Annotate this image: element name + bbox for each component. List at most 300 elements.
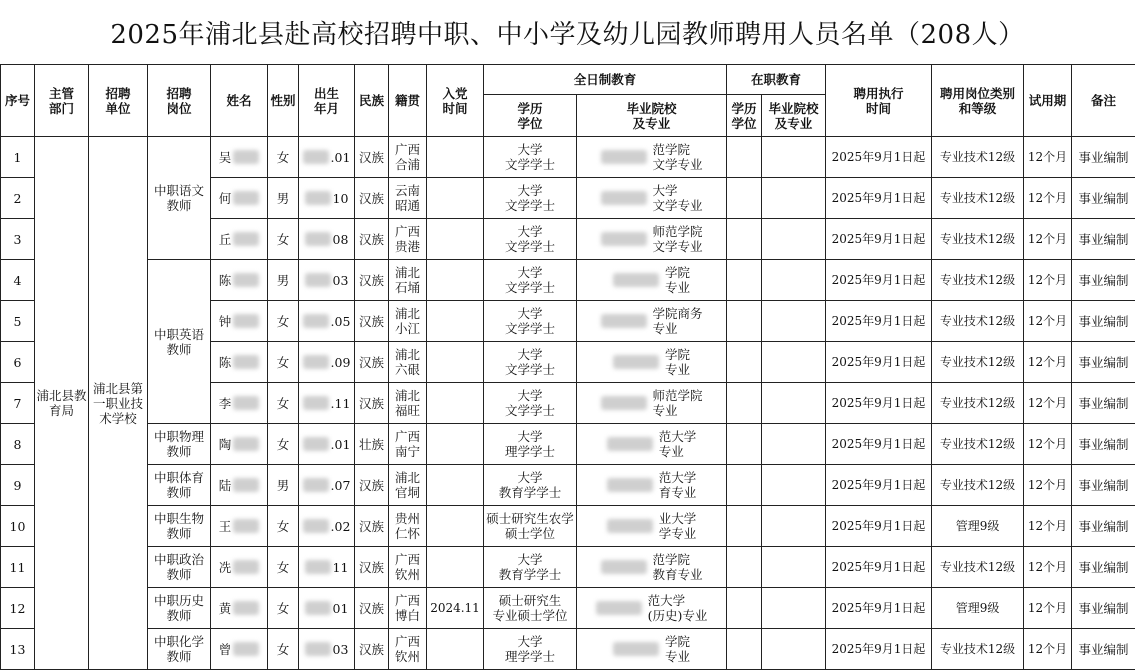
cell-seq: 6 [1, 342, 35, 383]
cell-origin: 贵州 仁怀 [389, 506, 427, 547]
redaction-blur [305, 191, 331, 205]
cell-inservice-degree [727, 588, 762, 629]
cell-exec-time: 2025年9月1日起 [826, 178, 932, 219]
cell-birth [299, 137, 355, 178]
cell-birth [299, 588, 355, 629]
cell-degree: 硕士研究生农学 硕士学位 [484, 506, 577, 547]
cell-post: 中职政治 教师 [148, 547, 211, 588]
redaction-blur [613, 355, 659, 369]
cell-party: 2024.11 [427, 588, 484, 629]
redaction-blur [305, 232, 331, 246]
cell-origin: 广西 博白 [389, 588, 427, 629]
cell-probation: 12个月 [1024, 588, 1072, 629]
cell-seq: 12 [1, 588, 35, 629]
header-exec-time: 聘用执行 时间 [826, 65, 932, 137]
cell-school: 范大学 (历史)专业 [577, 588, 727, 629]
cell-exec-time: 2025年9月1日起 [826, 383, 932, 424]
cell-post: 中职生物 教师 [148, 506, 211, 547]
birth-suffix: 08 [332, 231, 349, 247]
cell-gender: 女 [268, 383, 299, 424]
cell-origin: 浦北 小江 [389, 301, 427, 342]
redaction-blur [233, 396, 259, 410]
cell-birth [299, 424, 355, 465]
cell-remark: 事业编制 [1072, 342, 1135, 383]
redaction-blur [305, 601, 331, 615]
cell-school: 学院商务 专业 [577, 301, 727, 342]
table-row [1, 588, 1135, 629]
cell-seq: 9 [1, 465, 35, 506]
cell-seq: 3 [1, 219, 35, 260]
cell-level: 专业技术12级 [932, 342, 1024, 383]
cell-degree: 硕士研究生 专业硕士学位 [484, 588, 577, 629]
cell-exec-time: 2025年9月1日起 [826, 424, 932, 465]
name-prefix: 黄 [218, 600, 232, 616]
cell-school: 大学 文学专业 [577, 178, 727, 219]
cell-gender: 女 [268, 137, 299, 178]
name-prefix: 陈 [218, 272, 232, 288]
cell-probation: 12个月 [1024, 137, 1072, 178]
header-party: 入党 时间 [427, 65, 484, 137]
cell-probation: 12个月 [1024, 465, 1072, 506]
cell-degree: 大学 文学学士 [484, 260, 577, 301]
redaction-blur [303, 437, 329, 451]
name-prefix: 曾 [218, 641, 232, 657]
cell-school: 学院 专业 [577, 629, 727, 670]
header-unit: 招聘 单位 [89, 65, 148, 137]
cell-inservice-school [762, 178, 826, 219]
table-row [1, 465, 1135, 506]
cell-remark: 事业编制 [1072, 629, 1135, 670]
redaction-blur [607, 519, 653, 533]
cell-degree: 大学 理学学士 [484, 629, 577, 670]
cell-probation: 12个月 [1024, 178, 1072, 219]
redaction-blur [303, 519, 329, 533]
header-remark: 备注 [1072, 65, 1135, 137]
redaction-blur [233, 150, 259, 164]
cell-exec-time: 2025年9月1日起 [826, 219, 932, 260]
birth-suffix: .09 [330, 354, 351, 370]
cell-exec-time: 2025年9月1日起 [826, 137, 932, 178]
cell-inservice-school [762, 219, 826, 260]
redaction-blur [601, 191, 647, 205]
cell-birth [299, 301, 355, 342]
cell-name [211, 301, 268, 342]
header-fulltime-degree: 学历 学位 [484, 95, 577, 137]
cell-name [211, 465, 268, 506]
cell-name [211, 137, 268, 178]
birth-suffix: .01 [330, 436, 351, 452]
cell-level: 专业技术12级 [932, 178, 1024, 219]
table-row [1, 547, 1135, 588]
cell-ethnic: 汉族 [355, 547, 389, 588]
redaction-blur [303, 150, 329, 164]
cell-degree: 大学 文学学士 [484, 137, 577, 178]
cell-inservice-school [762, 424, 826, 465]
birth-suffix: .07 [330, 477, 351, 493]
redaction-blur [601, 150, 647, 164]
cell-ethnic: 汉族 [355, 465, 389, 506]
birth-suffix: 03 [332, 272, 349, 288]
redaction-blur [303, 478, 329, 492]
cell-party [427, 506, 484, 547]
cell-inservice-school [762, 629, 826, 670]
cell-gender: 女 [268, 301, 299, 342]
cell-party [427, 301, 484, 342]
cell-remark: 事业编制 [1072, 301, 1135, 342]
cell-probation: 12个月 [1024, 301, 1072, 342]
cell-dept: 浦北县教 育局 [35, 137, 89, 670]
cell-inservice-school [762, 506, 826, 547]
cell-school: 师范学院 专业 [577, 383, 727, 424]
name-prefix: 丘 [218, 231, 232, 247]
cell-origin: 广西 钦州 [389, 547, 427, 588]
cell-gender: 女 [268, 506, 299, 547]
redaction-blur [305, 642, 331, 656]
cell-remark: 事业编制 [1072, 424, 1135, 465]
cell-ethnic: 汉族 [355, 629, 389, 670]
cell-gender: 女 [268, 342, 299, 383]
redaction-blur [233, 601, 259, 615]
name-prefix: 王 [218, 518, 232, 534]
cell-exec-time: 2025年9月1日起 [826, 465, 932, 506]
cell-origin: 广西 贵港 [389, 219, 427, 260]
cell-school: 师范学院 文学专业 [577, 219, 727, 260]
cell-inservice-degree [727, 342, 762, 383]
header-origin: 籍贯 [389, 65, 427, 137]
cell-degree: 大学 文学学士 [484, 219, 577, 260]
redaction-blur [601, 560, 647, 574]
cell-seq: 11 [1, 547, 35, 588]
cell-gender: 男 [268, 260, 299, 301]
cell-ethnic: 汉族 [355, 383, 389, 424]
cell-origin: 云南 昭通 [389, 178, 427, 219]
cell-name [211, 219, 268, 260]
redaction-blur [596, 601, 642, 615]
cell-origin: 浦北 六硍 [389, 342, 427, 383]
cell-degree: 大学 文学学士 [484, 383, 577, 424]
birth-suffix: 01 [332, 600, 349, 616]
cell-exec-time: 2025年9月1日起 [826, 547, 932, 588]
cell-probation: 12个月 [1024, 383, 1072, 424]
cell-birth [299, 465, 355, 506]
cell-remark: 事业编制 [1072, 588, 1135, 629]
cell-degree: 大学 教育学学士 [484, 465, 577, 506]
cell-gender: 女 [268, 219, 299, 260]
cell-origin: 浦北 官垌 [389, 465, 427, 506]
cell-ethnic: 汉族 [355, 506, 389, 547]
cell-birth [299, 629, 355, 670]
cell-degree: 大学 教育学学士 [484, 547, 577, 588]
header-post: 招聘 岗位 [148, 65, 211, 137]
name-prefix: 冼 [218, 559, 232, 575]
cell-post: 中职物理 教师 [148, 424, 211, 465]
birth-suffix: .11 [330, 395, 351, 411]
redaction-blur [233, 642, 259, 656]
table-row [1, 424, 1135, 465]
cell-party [427, 219, 484, 260]
cell-inservice-school [762, 383, 826, 424]
table-row [1, 260, 1135, 301]
cell-school: 范学院 文学专业 [577, 137, 727, 178]
cell-level: 专业技术12级 [932, 629, 1024, 670]
cell-school: 学院 专业 [577, 342, 727, 383]
cell-ethnic: 汉族 [355, 137, 389, 178]
cell-seq: 13 [1, 629, 35, 670]
cell-level: 专业技术12级 [932, 383, 1024, 424]
cell-seq: 7 [1, 383, 35, 424]
header-dept: 主管 部门 [35, 65, 89, 137]
cell-inservice-school [762, 547, 826, 588]
cell-birth [299, 178, 355, 219]
cell-inservice-degree [727, 301, 762, 342]
cell-name [211, 424, 268, 465]
cell-school: 范大学 育专业 [577, 465, 727, 506]
cell-degree: 大学 文学学士 [484, 178, 577, 219]
cell-ethnic: 汉族 [355, 219, 389, 260]
name-prefix: 陆 [218, 477, 232, 493]
cell-exec-time: 2025年9月1日起 [826, 301, 932, 342]
cell-seq: 8 [1, 424, 35, 465]
cell-remark: 事业编制 [1072, 178, 1135, 219]
cell-party [427, 465, 484, 506]
cell-probation: 12个月 [1024, 629, 1072, 670]
cell-birth [299, 342, 355, 383]
cell-birth [299, 547, 355, 588]
header-inservice: 在职教育 [727, 65, 826, 95]
header-level: 聘用岗位类别 和等级 [932, 65, 1024, 137]
cell-name [211, 383, 268, 424]
table-row [1, 629, 1135, 670]
cell-birth [299, 219, 355, 260]
cell-origin: 广西 合浦 [389, 137, 427, 178]
redaction-blur [607, 478, 653, 492]
cell-party [427, 424, 484, 465]
name-prefix: 何 [218, 190, 232, 206]
header-gender: 性别 [268, 65, 299, 137]
cell-probation: 12个月 [1024, 260, 1072, 301]
redaction-blur [303, 396, 329, 410]
cell-probation: 12个月 [1024, 342, 1072, 383]
cell-level: 管理9级 [932, 588, 1024, 629]
cell-probation: 12个月 [1024, 424, 1072, 465]
cell-gender: 女 [268, 424, 299, 465]
redaction-blur [233, 355, 259, 369]
redaction-blur [305, 560, 331, 574]
header-inservice-school: 毕业院校 及专业 [762, 95, 826, 137]
cell-party [427, 629, 484, 670]
cell-degree: 大学 文学学士 [484, 301, 577, 342]
cell-school: 范学院 教育专业 [577, 547, 727, 588]
name-prefix: 吴 [218, 149, 232, 165]
birth-suffix: .05 [330, 313, 351, 329]
redaction-blur [303, 314, 329, 328]
cell-inservice-school [762, 342, 826, 383]
cell-probation: 12个月 [1024, 219, 1072, 260]
cell-inservice-school [762, 260, 826, 301]
cell-remark: 事业编制 [1072, 547, 1135, 588]
cell-inservice-degree [727, 506, 762, 547]
cell-exec-time: 2025年9月1日起 [826, 588, 932, 629]
cell-party [427, 137, 484, 178]
header-fulltime-school: 毕业院校 及专业 [577, 95, 727, 137]
cell-seq: 1 [1, 137, 35, 178]
cell-name [211, 629, 268, 670]
header-fulltime: 全日制教育 [484, 65, 727, 95]
cell-gender: 女 [268, 588, 299, 629]
cell-seq: 4 [1, 260, 35, 301]
cell-name [211, 342, 268, 383]
cell-party [427, 178, 484, 219]
cell-level: 专业技术12级 [932, 301, 1024, 342]
cell-level: 专业技术12级 [932, 465, 1024, 506]
cell-level: 专业技术12级 [932, 424, 1024, 465]
cell-remark: 事业编制 [1072, 506, 1135, 547]
cell-level: 专业技术12级 [932, 547, 1024, 588]
cell-unit: 浦北县第 一职业技 术学校 [89, 137, 148, 670]
cell-probation: 12个月 [1024, 506, 1072, 547]
birth-suffix: 11 [332, 559, 349, 575]
header-seq: 序号 [1, 65, 35, 137]
cell-remark: 事业编制 [1072, 383, 1135, 424]
cell-birth [299, 383, 355, 424]
cell-inservice-degree [727, 424, 762, 465]
cell-gender: 女 [268, 547, 299, 588]
table-row [1, 506, 1135, 547]
name-prefix: 陈 [218, 354, 232, 370]
birth-suffix: 10 [332, 190, 349, 206]
cell-ethnic: 汉族 [355, 301, 389, 342]
cell-inservice-degree [727, 178, 762, 219]
name-prefix: 李 [218, 395, 232, 411]
cell-inservice-school [762, 588, 826, 629]
cell-exec-time: 2025年9月1日起 [826, 629, 932, 670]
cell-origin: 浦北 石埇 [389, 260, 427, 301]
cell-post: 中职英语 教师 [148, 260, 211, 424]
header-ethnic: 民族 [355, 65, 389, 137]
cell-party [427, 342, 484, 383]
redaction-blur [233, 273, 259, 287]
redaction-blur [233, 560, 259, 574]
cell-inservice-school [762, 301, 826, 342]
redaction-blur [601, 232, 647, 246]
cell-birth [299, 506, 355, 547]
cell-party [427, 260, 484, 301]
cell-origin: 浦北 福旺 [389, 383, 427, 424]
header-probation: 试用期 [1024, 65, 1072, 137]
cell-inservice-degree [727, 547, 762, 588]
redaction-blur [303, 355, 329, 369]
redaction-blur [233, 437, 259, 451]
cell-origin: 广西 南宁 [389, 424, 427, 465]
redaction-blur [305, 273, 331, 287]
cell-level: 专业技术12级 [932, 219, 1024, 260]
cell-post: 中职体育 教师 [148, 465, 211, 506]
cell-name [211, 547, 268, 588]
birth-suffix: 03 [332, 641, 349, 657]
cell-gender: 男 [268, 178, 299, 219]
cell-exec-time: 2025年9月1日起 [826, 342, 932, 383]
cell-inservice-degree [727, 629, 762, 670]
cell-inservice-degree [727, 383, 762, 424]
cell-school: 业大学 学专业 [577, 506, 727, 547]
name-prefix: 陶 [218, 436, 232, 452]
birth-suffix: .01 [330, 149, 351, 165]
cell-party [427, 547, 484, 588]
cell-exec-time: 2025年9月1日起 [826, 506, 932, 547]
cell-seq: 5 [1, 301, 35, 342]
cell-level: 专业技术12级 [932, 260, 1024, 301]
cell-school: 范大学 专业 [577, 424, 727, 465]
cell-degree: 大学 理学学士 [484, 424, 577, 465]
cell-level: 专业技术12级 [932, 137, 1024, 178]
redaction-blur [601, 396, 647, 410]
redaction-blur [613, 642, 659, 656]
cell-party [427, 383, 484, 424]
cell-degree: 大学 文学学士 [484, 342, 577, 383]
cell-origin: 广西 钦州 [389, 629, 427, 670]
cell-post: 中职语文 教师 [148, 137, 211, 260]
cell-exec-time: 2025年9月1日起 [826, 260, 932, 301]
redaction-blur [607, 437, 653, 451]
cell-post: 中职历史 教师 [148, 588, 211, 629]
cell-level: 管理9级 [932, 506, 1024, 547]
birth-suffix: .02 [330, 518, 351, 534]
cell-remark: 事业编制 [1072, 137, 1135, 178]
cell-ethnic: 壮族 [355, 424, 389, 465]
redaction-blur [613, 273, 659, 287]
cell-remark: 事业编制 [1072, 465, 1135, 506]
redaction-blur [233, 191, 259, 205]
cell-inservice-school [762, 465, 826, 506]
cell-birth [299, 260, 355, 301]
cell-school: 学院 专业 [577, 260, 727, 301]
cell-inservice-degree [727, 137, 762, 178]
cell-gender: 女 [268, 629, 299, 670]
header-name: 姓名 [211, 65, 268, 137]
cell-gender: 男 [268, 465, 299, 506]
cell-ethnic: 汉族 [355, 342, 389, 383]
cell-seq: 2 [1, 178, 35, 219]
name-prefix: 钟 [218, 313, 232, 329]
cell-remark: 事业编制 [1072, 219, 1135, 260]
redaction-blur [233, 478, 259, 492]
cell-probation: 12个月 [1024, 547, 1072, 588]
staff-table [0, 64, 1135, 670]
redaction-blur [233, 519, 259, 533]
cell-ethnic: 汉族 [355, 260, 389, 301]
cell-seq: 10 [1, 506, 35, 547]
redaction-blur [233, 232, 259, 246]
cell-name [211, 260, 268, 301]
cell-inservice-degree [727, 219, 762, 260]
cell-name [211, 178, 268, 219]
cell-inservice-school [762, 137, 826, 178]
header-birth: 出生 年月 [299, 65, 355, 137]
cell-inservice-degree [727, 260, 762, 301]
cell-inservice-degree [727, 465, 762, 506]
cell-remark: 事业编制 [1072, 260, 1135, 301]
cell-post: 中职化学 教师 [148, 629, 211, 670]
cell-ethnic: 汉族 [355, 178, 389, 219]
cell-name [211, 506, 268, 547]
page-title: 2025年浦北县赴高校招聘中职、中小学及幼儿园教师聘用人员名单（208人） [110, 19, 1025, 50]
cell-name [211, 588, 268, 629]
redaction-blur [601, 314, 647, 328]
table-row [1, 137, 1135, 178]
header-inservice-degree: 学历 学位 [727, 95, 762, 137]
redaction-blur [233, 314, 259, 328]
cell-ethnic: 汉族 [355, 588, 389, 629]
